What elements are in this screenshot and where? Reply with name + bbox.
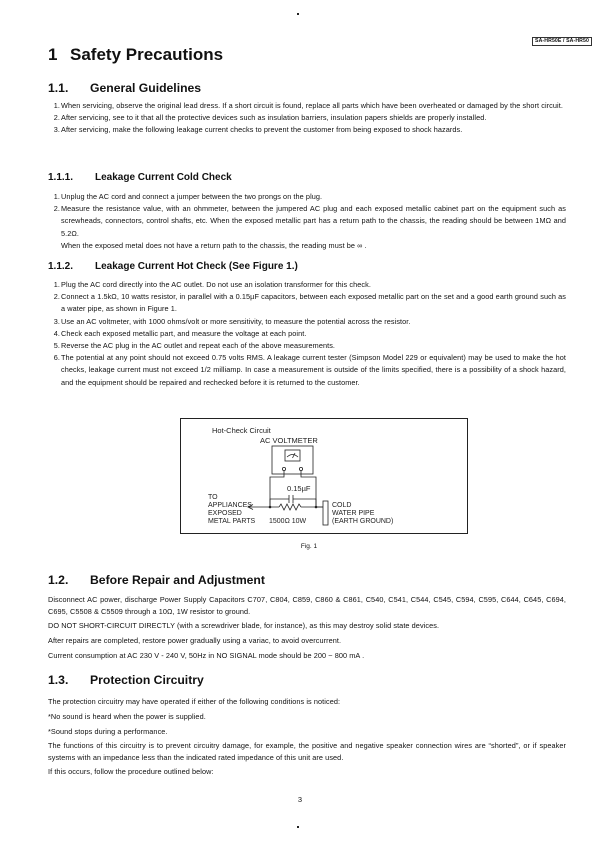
page-number: 3 bbox=[297, 795, 303, 804]
item-number: 4. bbox=[53, 328, 60, 338]
item-text: Connect a 1.5kΩ, 10 watts resistor, in parallel with a 0.15µF capacitors, between each exposed metallic part on the set and a good earth ground such as a water pipe, as shown in Figure 1. bbox=[61, 292, 566, 314]
list-item bbox=[48, 100, 566, 112]
item-text: The potential at any point should not exceed 0.75 volts RMS. A leakage current tester (Simpson Model 229 or equivalent) may be used to make the hot checks, leakage current must not exceed 1/2 milliamp. In case a measurement is outside of the limits specified, there is a possibility of a shock hazard, and the equipment should be repaired and rechecked before it is returned to the customer. bbox=[61, 353, 566, 387]
list-item bbox=[48, 352, 566, 389]
section-heading-general-guidelines bbox=[48, 81, 201, 95]
item-number: 6. bbox=[53, 353, 60, 363]
section-title: Before Repair and Adjustment bbox=[90, 573, 265, 587]
section-heading-protection-circuitry bbox=[48, 673, 204, 687]
hot-check-circuit-diagram bbox=[181, 419, 467, 533]
section-title: Leakage Current Hot Check (See Figure 1.) bbox=[95, 261, 298, 272]
item-number: 1. bbox=[53, 280, 60, 289]
section-number: 1.3. bbox=[48, 673, 69, 687]
item-number: 1. bbox=[53, 192, 60, 201]
item-text: When the exposed metal does not have a return path to the chassis, the reading must be ∞ . bbox=[61, 240, 367, 250]
item-number: 3. bbox=[53, 125, 60, 135]
page-title bbox=[48, 45, 223, 65]
scan-dot bbox=[297, 13, 299, 15]
item-text: After servicing, make the following leakage current checks to prevent the customer from being exposed to shock hazards. bbox=[61, 125, 463, 135]
item-number: 2. bbox=[53, 292, 60, 302]
left-label-line: METAL PARTS bbox=[208, 518, 256, 525]
capacitor-label: 0.15µF bbox=[287, 484, 311, 493]
paragraph: Current consumption at AC 230 V - 240 V, 50Hz in NO SIGNAL mode should be 200 ~ 800 mA . bbox=[48, 651, 365, 660]
section-heading-hot-check bbox=[48, 261, 298, 272]
item-number: 1. bbox=[53, 101, 60, 110]
item-text: When servicing, observe the original lead dress. If a short circuit is found, replace all parts which have been overheated or damaged by the short circuit. bbox=[61, 101, 563, 110]
section-heading-cold-check bbox=[48, 172, 232, 183]
item-number: 3. bbox=[53, 316, 60, 326]
general-guidelines-list bbox=[48, 100, 566, 137]
paragraph: The functions of this circuitry is to prevent circuitry damage, for example, the positive and negative speaker connection wires are “shorted”, or if speaker systems with an impedance less than the indicated rated impedance of this unit are used. bbox=[48, 741, 566, 763]
ground-plate-icon bbox=[323, 501, 328, 525]
list-item bbox=[48, 316, 566, 328]
section-number: 1.1.2. bbox=[48, 261, 74, 272]
voltmeter-label: AC VOLTMETER bbox=[260, 436, 318, 445]
figure-caption: Fig. 1 bbox=[300, 543, 318, 550]
paragraph: *Sound stops during a performance. bbox=[48, 727, 168, 736]
section-title: Safety Precautions bbox=[70, 45, 224, 64]
item-text: Measure the resistance value, with an ohmmeter, between the jumpered AC plug and each exposed metallic cabinet part on the equipment such as screwheads, connectors, control shafts, etc. When the exposed metallic part has a return path to the chassis, the reading should be between 1MΩ and 5.2Ω. bbox=[61, 204, 566, 238]
paragraph: DO NOT SHORT-CIRCUIT DIRECTLY (with a screwdriver blade, for instance), as this may destroy solid state devices. bbox=[48, 621, 440, 630]
left-label-line: APPLIANCES bbox=[208, 502, 252, 509]
list-item bbox=[48, 191, 566, 203]
list-item bbox=[48, 124, 566, 136]
section-title: Leakage Current Cold Check bbox=[95, 172, 232, 183]
section-heading-before-repair bbox=[48, 573, 265, 587]
section-number: 1.1. bbox=[48, 81, 69, 95]
left-label-line: TO bbox=[208, 494, 218, 501]
item-text: After servicing, see to it that all the protective devices such as insulation barriers, insulation papers shields are properly installed. bbox=[61, 113, 487, 123]
scan-dot bbox=[297, 826, 299, 828]
list-item bbox=[48, 112, 566, 124]
list-item bbox=[48, 340, 566, 352]
paragraph: The protection circuitry may have operated if either of the following conditions is noticed: bbox=[48, 697, 341, 706]
resistor-icon bbox=[279, 504, 301, 510]
hot-check-circuit-figure bbox=[180, 418, 468, 534]
item-number: 2. bbox=[53, 204, 60, 214]
section-number: 1 bbox=[48, 45, 58, 64]
item-number bbox=[48, 240, 61, 252]
paragraph: Disconnect AC power, discharge Power Supply Capacitors C707, C804, C859, C860 & C861, C540, C541, C544, C545, C594, C595, C644, C645, C694, C695, C5508 & C5509 through a 10Ω, 1W resistor to ground. bbox=[48, 595, 566, 617]
paragraph: After repairs are completed, restore power gradually using a variac, to avoid overcurrent. bbox=[48, 636, 342, 645]
right-label-line: COLD bbox=[332, 502, 352, 509]
list-item bbox=[48, 203, 566, 240]
right-label-line: (EARTH GROUND) bbox=[332, 518, 394, 525]
list-item bbox=[48, 240, 566, 252]
cold-check-list bbox=[48, 191, 566, 252]
hot-check-list bbox=[48, 279, 566, 389]
item-number: 2. bbox=[53, 113, 60, 123]
right-label-line: WATER PIPE bbox=[332, 510, 375, 517]
model-tag: SA-HR50E / SA-HR50 bbox=[532, 37, 592, 46]
paragraph: If this occurs, follow the procedure outlined below: bbox=[48, 767, 214, 776]
figure-title: Hot-Check Circuit bbox=[212, 426, 271, 435]
item-text: Check each exposed metallic part, and measure the voltage at each point. bbox=[61, 328, 307, 338]
item-text: Plug the AC cord directly into the AC outlet. Do not use an isolation transformer for this check. bbox=[61, 280, 371, 289]
list-item bbox=[48, 291, 566, 315]
voltmeter-dial-icon bbox=[285, 450, 300, 461]
section-number: 1.1.1. bbox=[48, 172, 74, 183]
list-item bbox=[48, 328, 566, 340]
section-number: 1.2. bbox=[48, 573, 69, 587]
left-label-line: EXPOSED bbox=[208, 510, 242, 517]
resistor-label: 1500Ω 10W bbox=[269, 518, 307, 525]
item-text: Use an AC voltmeter, with 1000 ohms/volt or more sensitivity, to measure the potential across the resistor. bbox=[61, 316, 411, 326]
item-text: Unplug the AC cord and connect a jumper between the two prongs on the plug. bbox=[61, 192, 323, 201]
list-item bbox=[48, 279, 566, 291]
section-title: Protection Circuitry bbox=[90, 673, 204, 687]
section-title: General Guidelines bbox=[90, 81, 202, 95]
item-text: Reverse the AC plug in the AC outlet and repeat each of the above measurements. bbox=[61, 341, 336, 351]
item-number: 5. bbox=[53, 341, 60, 351]
paragraph: *No sound is heard when the power is supplied. bbox=[48, 712, 206, 721]
